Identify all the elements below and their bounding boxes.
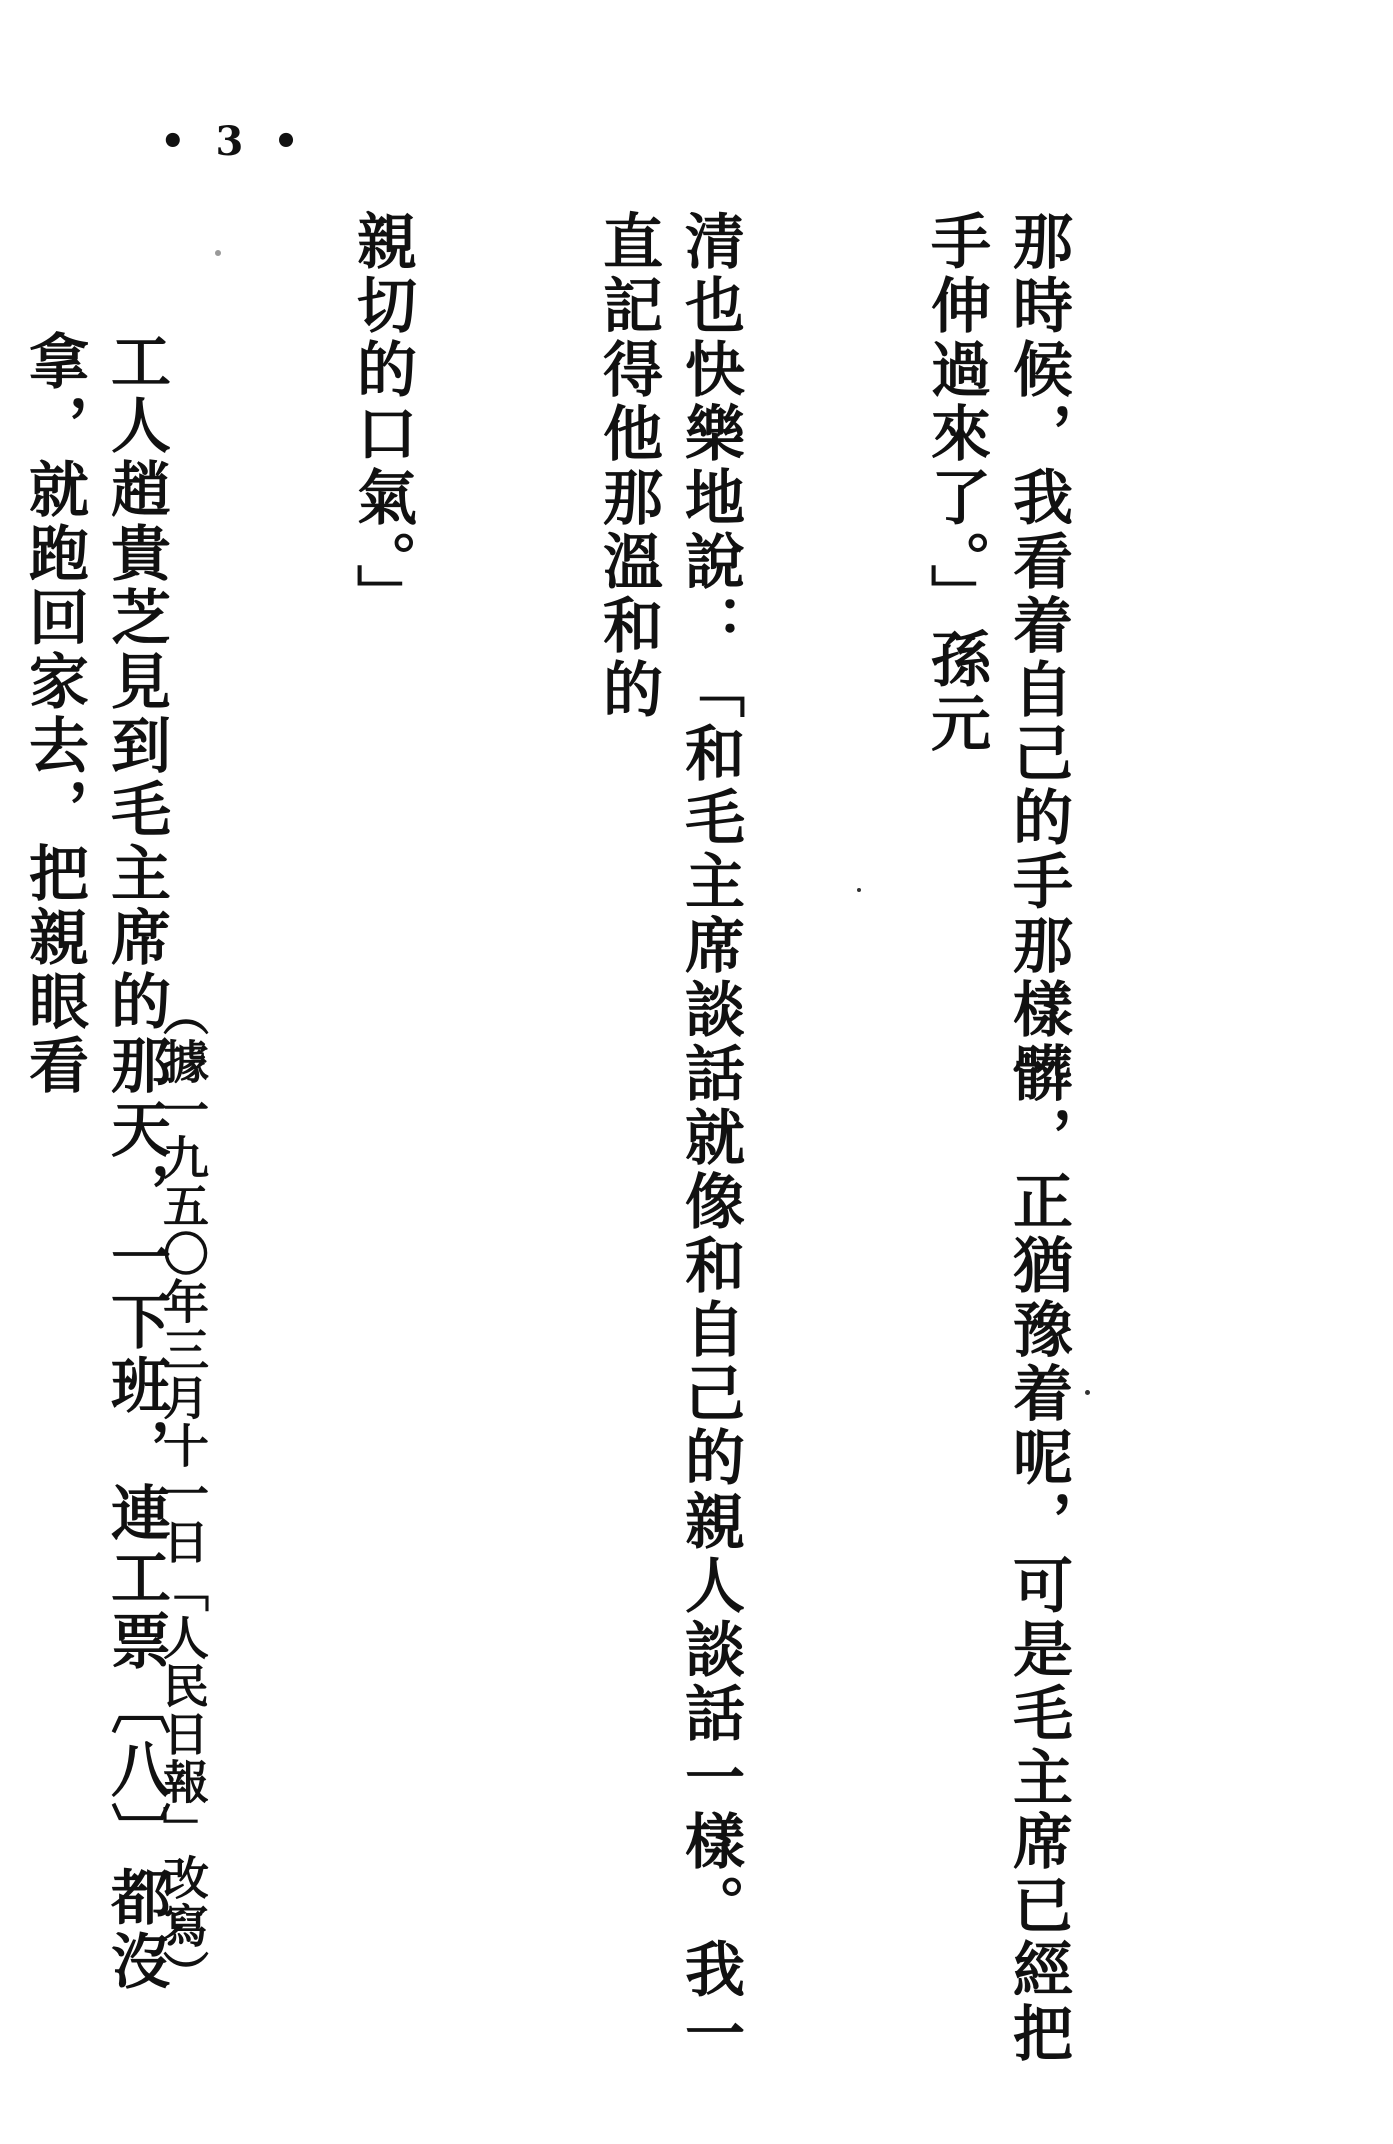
text-column-3: 親切的口氣。」 <box>347 210 417 628</box>
page-number: • 3 • <box>160 118 307 165</box>
text-column-4: 工人趙貴芝見到毛主席的那天，一下班，連工票〔八〕都沒拿，就跑回家去，把親眼看 <box>19 330 171 1994</box>
ink-speck <box>857 888 861 892</box>
text-column-2: 清也快樂地說：「和毛主席談話就像和自己的親人談話一樣。我一直記得他那溫和的 <box>593 210 745 2066</box>
ink-speck <box>215 250 221 256</box>
source-note: （據一九五〇年三月十一日「人民日報」改寫） <box>156 990 210 1998</box>
text-column-1: 那時候，我看着自己的手那樣髒，正猶豫着呢，可是毛主席已經把手伸過來了。」孫元 <box>921 210 1073 2066</box>
ink-speck <box>1085 1390 1090 1395</box>
